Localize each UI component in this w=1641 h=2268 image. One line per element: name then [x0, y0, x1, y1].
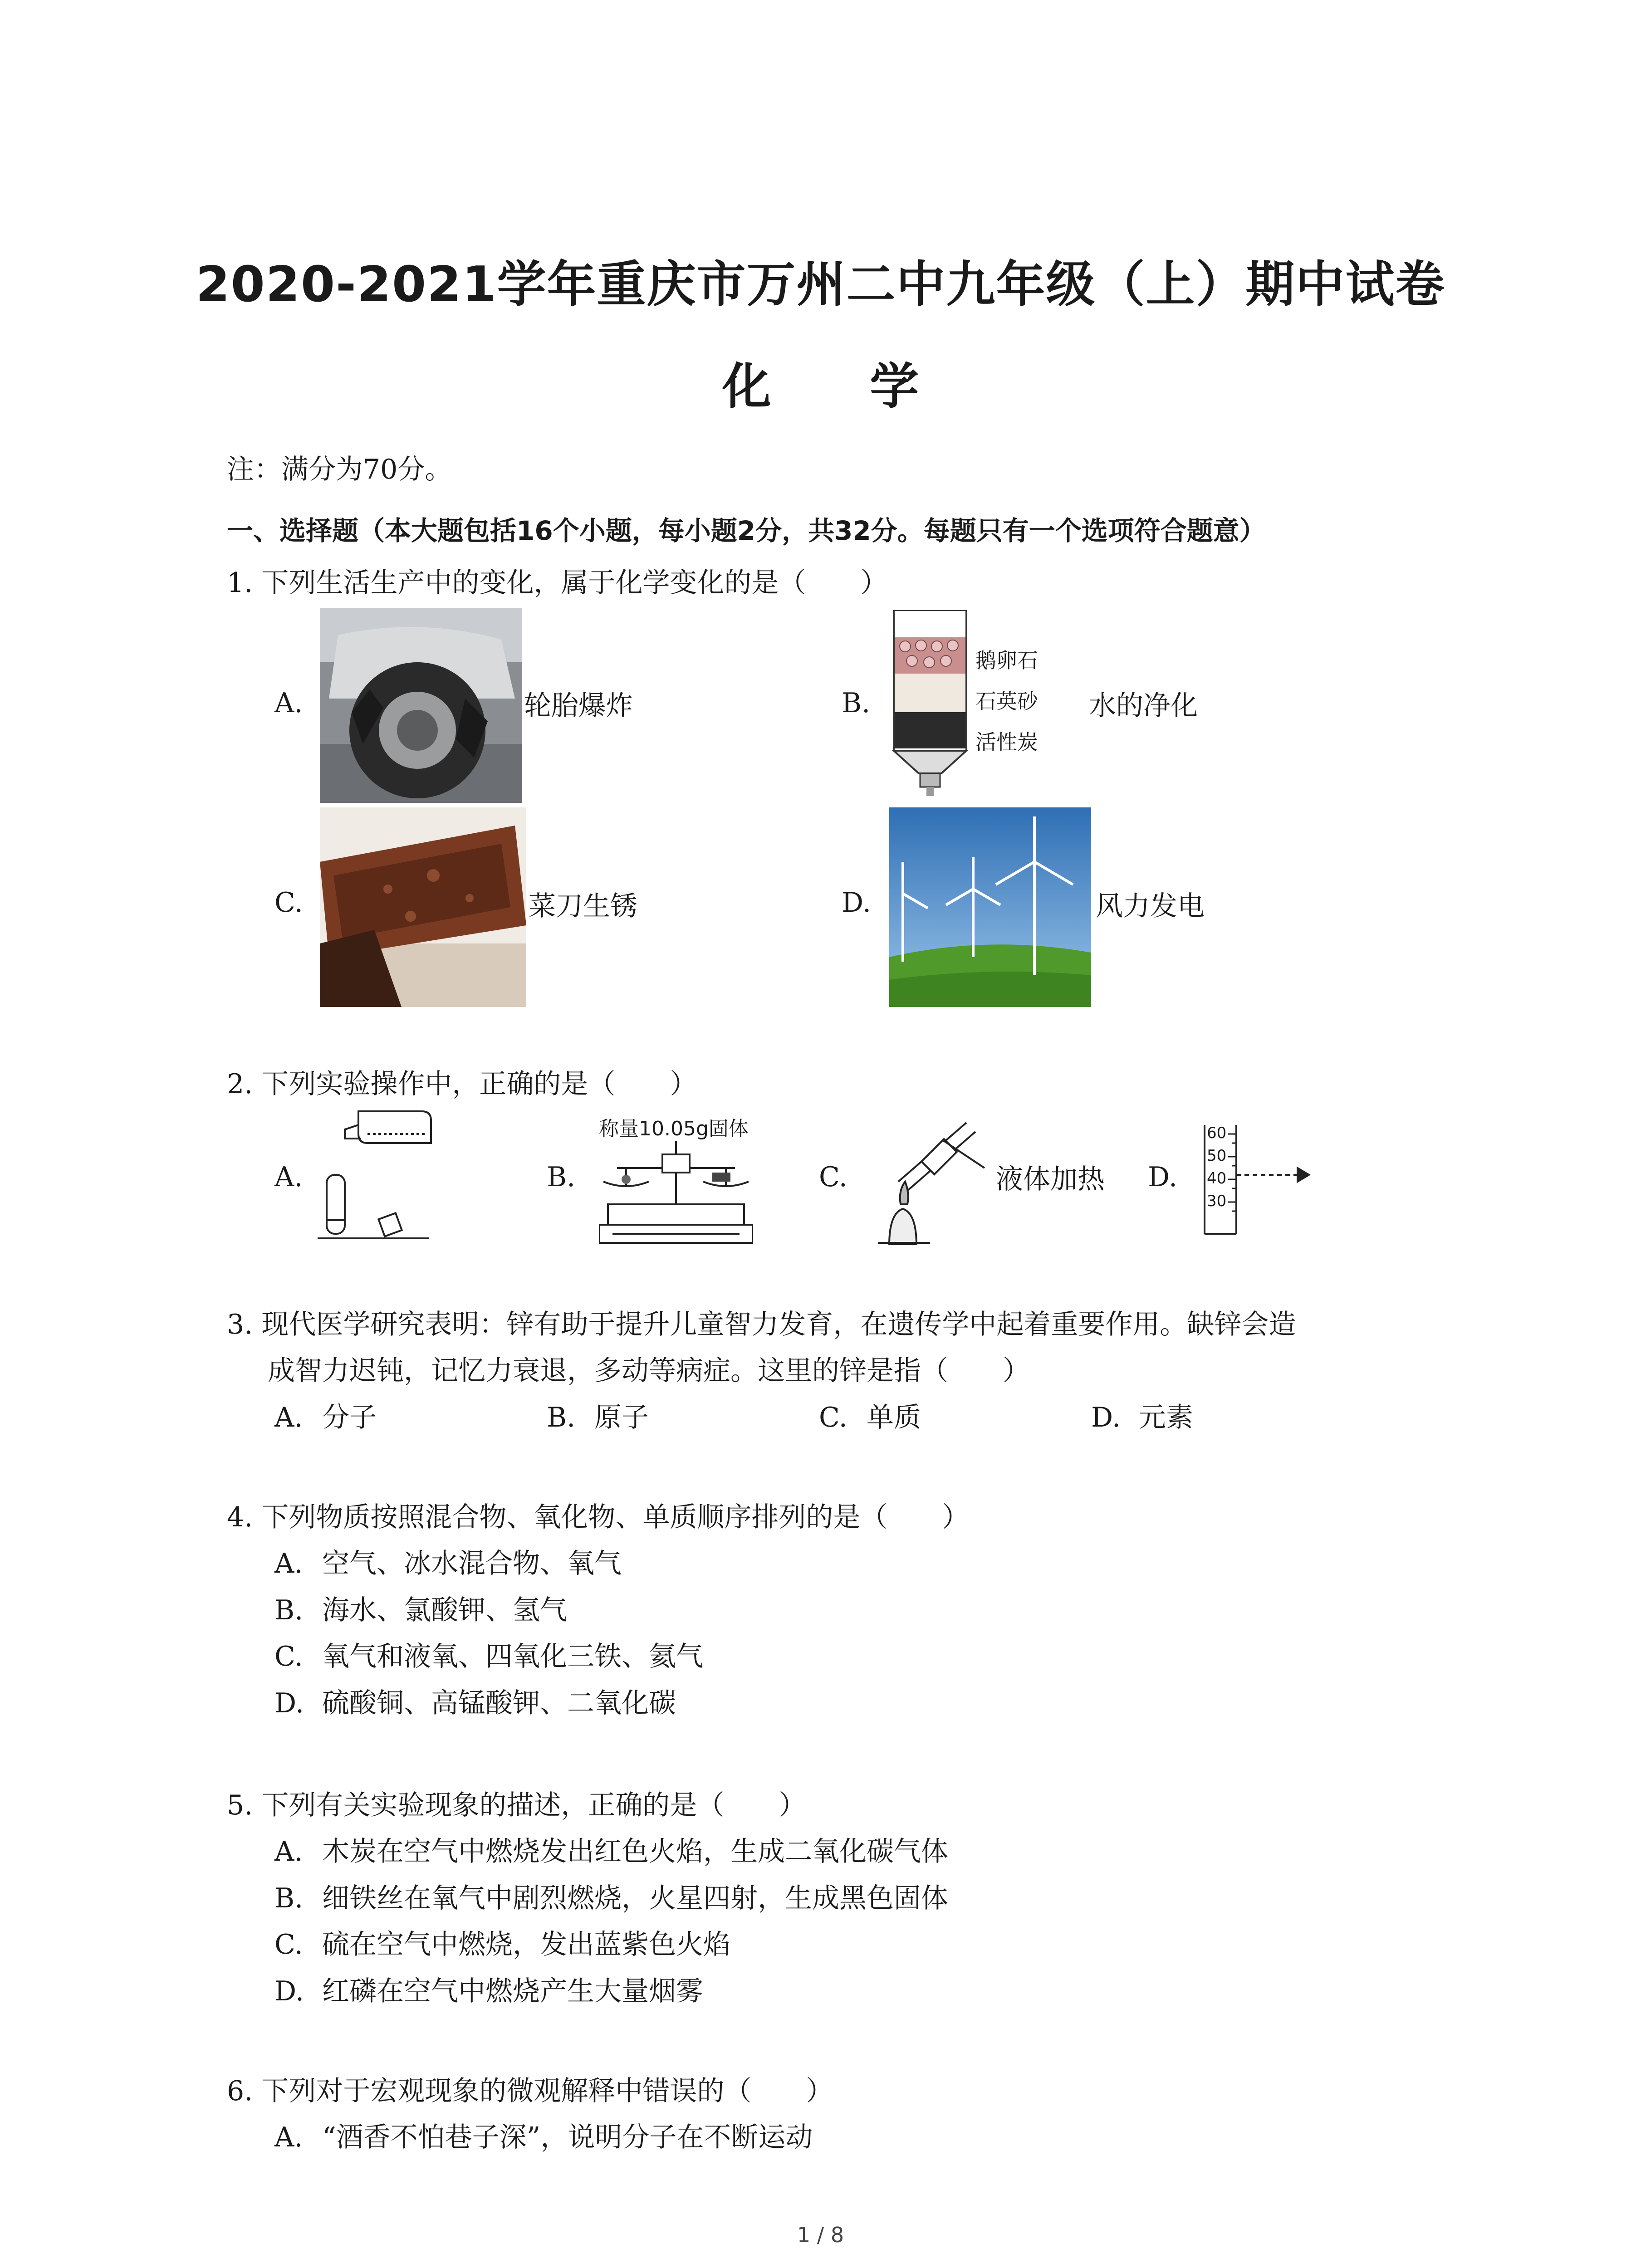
heat-liquid-diagram	[862, 1114, 998, 1245]
question-1-stem: 1. 下列生活生产中的变化，属于化学变化的是（ ）	[227, 567, 888, 599]
q4-option-c-text: 氧气和液氧、四氧化三铁、氦气	[322, 1641, 703, 1672]
q5-option-c-text: 硫在空气中燃烧，发出蓝紫色火焰	[322, 1929, 730, 1960]
subject-title: 化 学	[722, 358, 960, 415]
q4-option-b-letter: B.	[274, 1594, 304, 1626]
q5-option-a-text: 木炭在空气中燃烧发出红色火焰，生成二氧化碳气体	[322, 1836, 948, 1867]
q1-option-a-letter: A.	[274, 687, 303, 719]
layer-label-pebbles: 鹅卵石	[975, 648, 1038, 673]
q2-option-a-letter: A.	[274, 1161, 303, 1193]
q1-option-c-letter: C.	[274, 887, 303, 919]
question-6-stem: 6. 下列对于宏观现象的微观解释中错误的（ ）	[227, 2075, 833, 2107]
scale-mark-30: 30	[1207, 1192, 1227, 1210]
scale-mark-60: 60	[1207, 1124, 1227, 1142]
score-note: 注：满分为70分。	[227, 454, 452, 485]
q4-option-c-letter: C.	[274, 1641, 303, 1672]
q2-option-d-letter: D.	[1148, 1161, 1178, 1193]
q6-option-a-letter: A.	[274, 2121, 303, 2153]
q3-option-b-letter: B.	[547, 1402, 576, 1433]
q5-option-a-letter: A.	[274, 1836, 303, 1867]
water-filter-diagram	[885, 610, 975, 796]
question-3-stem-line1: 3. 现代医学研究表明：锌有助于提升儿童智力发育，在遗传学中起着重要作用。缺锌会造	[227, 1309, 1296, 1340]
q4-option-a-letter: A.	[274, 1548, 303, 1579]
question-2-stem: 2. 下列实验操作中，正确的是（ ）	[227, 1068, 697, 1100]
exam-title: 2020-2021学年重庆市万州二中九年级（上）期中试卷	[196, 256, 1445, 313]
balance-diagram	[599, 1136, 753, 1247]
q5-option-b-text: 细铁丝在氧气中剧烈燃烧，火星四射，生成黑色固体	[322, 1882, 948, 1914]
layer-label-activated-carbon: 活性炭	[975, 730, 1038, 754]
question-5-stem: 5. 下列有关实验现象的描述，正确的是（ ）	[227, 1789, 806, 1821]
question-4-stem: 4. 下列物质按照混合物、氧化物、单质顺序排列的是（ ）	[227, 1501, 970, 1533]
scale-mark-40: 40	[1207, 1169, 1227, 1188]
q1-option-b-text: 水的净化	[1089, 690, 1198, 722]
q4-option-b-text: 海水、氯酸钾、氢气	[322, 1594, 567, 1626]
section-heading: 一、选择题（本大题包括16个小题，每小题2分，共32分。每题只有一个选项符合题意）	[227, 515, 1266, 546]
q3-option-b-text: 原子	[594, 1402, 649, 1433]
q3-option-d-text: 元素	[1139, 1402, 1193, 1433]
q6-option-a-text: “酒香不怕巷子深”，说明分子在不断运动	[322, 2121, 813, 2153]
q5-option-d-letter: D.	[274, 1975, 304, 2007]
burst-tire-photo	[320, 608, 522, 803]
q4-option-d-text: 硫酸铜、高锰酸钾、二氧化碳	[322, 1687, 676, 1719]
q3-option-a-text: 分子	[322, 1402, 377, 1433]
wind-turbine-photo	[889, 807, 1091, 1007]
q2-option-c-letter: C.	[819, 1161, 847, 1193]
q2-option-b-letter: B.	[547, 1161, 576, 1193]
q5-option-c-letter: C.	[274, 1929, 303, 1960]
question-3-stem-line2: 成智力迟钝，记忆力衰退，多动等病症。这里的锌是指（ ）	[268, 1355, 1030, 1387]
q3-option-d-letter: D.	[1091, 1402, 1121, 1433]
q5-option-d-text: 红磷在空气中燃烧产生大量烟雾	[322, 1975, 703, 2007]
pour-solid-diagram	[318, 1107, 436, 1247]
q1-option-a-text: 轮胎爆炸	[524, 690, 633, 722]
q4-option-d-letter: D.	[274, 1687, 304, 1719]
balance-caption: 称量10.05g固体	[599, 1117, 749, 1140]
scale-mark-50: 50	[1207, 1147, 1227, 1165]
q3-option-c-letter: C.	[819, 1402, 847, 1433]
q1-option-b-letter: B.	[842, 687, 871, 719]
layer-label-quartz-sand: 石英砂	[975, 689, 1038, 714]
q1-option-d-letter: D.	[842, 887, 872, 919]
q3-option-a-letter: A.	[274, 1402, 303, 1433]
q4-option-a-text: 空气、冰水混合物、氧气	[322, 1548, 622, 1579]
q2-option-c-text: 液体加热	[996, 1163, 1105, 1195]
q1-option-d-text: 风力发电	[1096, 890, 1205, 922]
page-number: 1 / 8	[797, 2223, 844, 2247]
q1-option-c-text: 菜刀生锈	[529, 890, 637, 922]
rusty-knife-photo	[320, 807, 526, 1007]
q3-option-c-text: 单质	[867, 1402, 921, 1433]
q5-option-b-letter: B.	[274, 1882, 304, 1914]
